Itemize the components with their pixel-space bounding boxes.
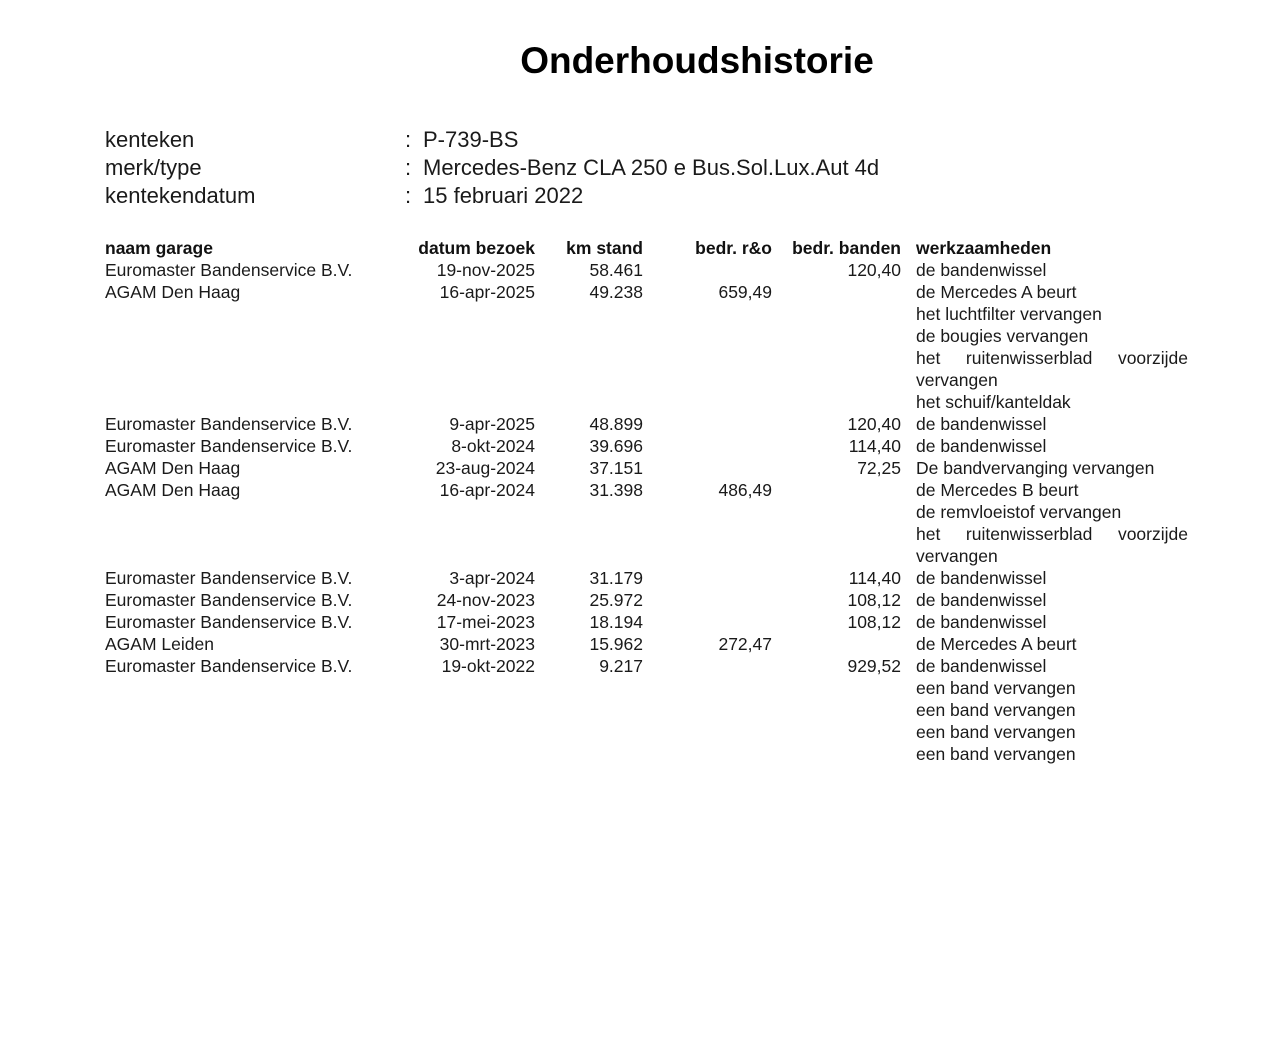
cell-date: 16-apr-2024 — [439, 480, 535, 500]
cell-km: 31.398 — [589, 480, 643, 500]
info-row-merk-type — [105, 154, 879, 182]
header-date: datum bezoek — [418, 238, 535, 258]
cell-work — [916, 413, 1188, 435]
info-label: kenteken — [105, 127, 195, 152]
work-line: de bougies vervangen — [916, 326, 1089, 346]
page-title: Onderhoudshistorie — [520, 40, 874, 81]
cell-ro: 659,49 — [718, 282, 772, 302]
info-row-kenteken — [105, 126, 879, 154]
work-line: de bandenwissel — [916, 568, 1047, 588]
info-value: 15 februari 2022 — [423, 183, 584, 208]
cell-work — [916, 457, 1188, 479]
cell-garage: Euromaster Bandenservice B.V. — [105, 568, 353, 588]
work-line: De bandvervanging vervangen — [916, 458, 1155, 478]
header-work: werkzaamheden — [916, 238, 1052, 258]
work-line: de bandenwissel — [916, 590, 1047, 610]
info-separator: : — [405, 183, 412, 208]
cell-date: 19-nov-2025 — [436, 260, 535, 280]
work-line: het schuif/kanteldak — [916, 392, 1071, 412]
header-km: km stand — [566, 238, 643, 258]
info-value: P-739-BS — [423, 127, 519, 152]
work-line: vervangen — [916, 546, 998, 566]
cell-km: 58.461 — [589, 260, 643, 280]
cell-km: 31.179 — [589, 568, 643, 588]
work-line: het ruitenwisserblad voorzijde — [916, 524, 1188, 544]
cell-garage: Euromaster Bandenservice B.V. — [105, 612, 353, 632]
work-line: de bandenwissel — [916, 656, 1047, 676]
cell-km: 25.972 — [589, 590, 643, 610]
work-line: de Mercedes A beurt — [916, 634, 1077, 654]
work-line: de bandenwissel — [916, 260, 1047, 280]
cell-date: 3-apr-2024 — [449, 568, 535, 588]
cell-km: 48.899 — [589, 414, 643, 434]
cell-km: 39.696 — [589, 436, 643, 456]
info-separator: : — [405, 155, 412, 180]
work-line: het ruitenwisserblad voorzijde — [916, 348, 1188, 368]
cell-garage: Euromaster Bandenservice B.V. — [105, 590, 353, 610]
cell-work — [916, 259, 1188, 281]
cell-date: 9-apr-2025 — [449, 414, 535, 434]
cell-banden: 114,40 — [848, 568, 901, 588]
header-ro: bedr. r&o — [695, 238, 772, 258]
work-line: de Mercedes B beurt — [916, 480, 1079, 500]
cell-work — [916, 655, 1188, 765]
work-line: de bandenwissel — [916, 612, 1047, 632]
work-line: de bandenwissel — [916, 414, 1047, 434]
work-line: de bandenwissel — [916, 436, 1047, 456]
cell-date: 23-aug-2024 — [435, 458, 535, 478]
cell-km: 18.194 — [589, 612, 643, 632]
work-line: het luchtfilter vervangen — [916, 304, 1102, 324]
cell-banden: 120,40 — [847, 414, 901, 434]
info-label: kentekendatum — [105, 183, 256, 208]
cell-km: 9.217 — [599, 656, 643, 676]
cell-work — [916, 611, 1188, 633]
cell-garage: Euromaster Bandenservice B.V. — [105, 656, 353, 676]
cell-garage: AGAM Den Haag — [105, 458, 241, 478]
cell-date: 8-okt-2024 — [451, 436, 535, 456]
work-line: de remvloeistof vervangen — [916, 502, 1122, 522]
cell-ro: 486,49 — [718, 480, 772, 500]
cell-work — [916, 281, 1188, 413]
work-line: vervangen — [916, 370, 998, 390]
cell-garage: Euromaster Bandenservice B.V. — [105, 414, 353, 434]
cell-banden: 72,25 — [857, 458, 901, 478]
header-garage: naam garage — [105, 238, 213, 258]
cell-banden: 114,40 — [848, 436, 901, 456]
vehicle-info — [105, 126, 879, 210]
cell-date: 16-apr-2025 — [439, 282, 535, 302]
cell-date: 17-mei-2023 — [436, 612, 535, 632]
cell-km: 15.962 — [589, 634, 643, 654]
work-line: een band vervangen — [916, 722, 1076, 742]
cell-garage: AGAM Den Haag — [105, 282, 241, 302]
cell-km: 37.151 — [589, 458, 643, 478]
info-separator: : — [405, 127, 412, 152]
cell-banden: 120,40 — [847, 260, 901, 280]
cell-work — [916, 435, 1188, 457]
cell-date: 19-okt-2022 — [441, 656, 535, 676]
info-value: Mercedes-Benz CLA 250 e Bus.Sol.Lux.Aut 4d — [423, 155, 880, 180]
info-row-kentekendatum — [105, 182, 879, 210]
cell-work — [916, 633, 1188, 655]
cell-banden: 929,52 — [847, 656, 901, 676]
work-line: een band vervangen — [916, 744, 1076, 764]
cell-garage: AGAM Den Haag — [105, 480, 241, 500]
header-banden: bedr. banden — [792, 238, 901, 258]
cell-work — [916, 567, 1188, 589]
cell-banden: 108,12 — [847, 612, 901, 632]
cell-garage: AGAM Leiden — [105, 634, 214, 654]
cell-work — [916, 479, 1188, 567]
cell-ro: 272,47 — [718, 634, 772, 654]
cell-date: 30-mrt-2023 — [439, 634, 535, 654]
work-line: de Mercedes A beurt — [916, 282, 1077, 302]
cell-work — [916, 589, 1188, 611]
cell-garage: Euromaster Bandenservice B.V. — [105, 260, 353, 280]
work-line: een band vervangen — [916, 700, 1076, 720]
cell-garage: Euromaster Bandenservice B.V. — [105, 436, 353, 456]
info-label: merk/type — [105, 155, 202, 180]
cell-km: 49.238 — [589, 282, 643, 302]
cell-banden: 108,12 — [847, 590, 901, 610]
cell-date: 24-nov-2023 — [436, 590, 535, 610]
work-line: een band vervangen — [916, 678, 1076, 698]
